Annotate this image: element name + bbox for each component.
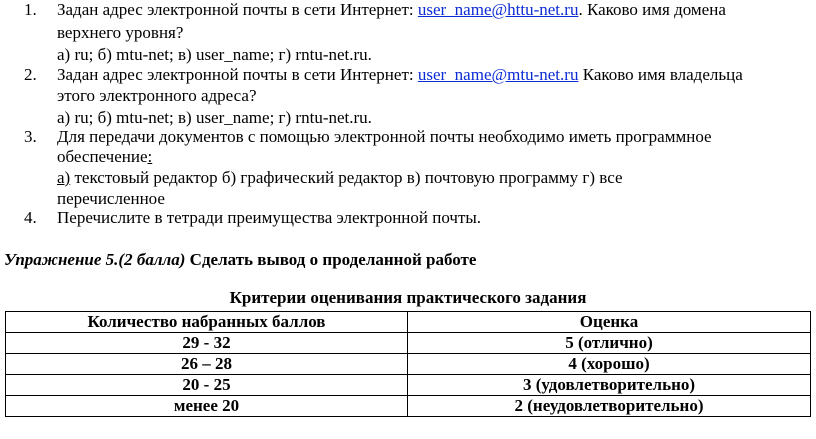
grade-cell: 3 (удовлетворительно) bbox=[408, 375, 811, 396]
grade-cell: 5 (отлично) bbox=[408, 333, 811, 354]
question-number: 3. bbox=[24, 127, 37, 146]
criteria-title: Критерии оценивания практического задания bbox=[229, 288, 587, 307]
grade-cell: 2 (неудовлетворительно) bbox=[408, 396, 811, 417]
question-number: 4. bbox=[24, 208, 37, 227]
answer-options: а) ru; б) mtu-net; в) user_name; г) rntu-net.ru. bbox=[57, 108, 372, 127]
answer-options: а) текстовый редактор б) графический редактор в) почтовую программу г) все bbox=[57, 168, 623, 187]
points-cell: менее 20 bbox=[6, 396, 408, 417]
question-text-cont: обеспечение: bbox=[57, 147, 153, 166]
answer-options: а) ru; б) mtu-net; в) user_name; г) rntu-net.ru. bbox=[57, 45, 372, 64]
question-number: 1. bbox=[24, 0, 37, 19]
table-row bbox=[6, 375, 811, 396]
question-text: Задан адрес электронной почты в сети Интернет: user_name@mtu-net.ru Каково имя владельца bbox=[57, 65, 743, 84]
question-text: Для передачи документов с помощью электронной почты необходимо иметь программное bbox=[57, 127, 712, 146]
question-text-cont: верхнего уровня? bbox=[57, 23, 184, 42]
table-row bbox=[6, 354, 811, 375]
answer-options-cont: перечисленное bbox=[57, 189, 165, 208]
criteria-table bbox=[5, 311, 811, 417]
email-link[interactable]: user_name@httu-net.ru bbox=[417, 0, 579, 19]
points-cell: 29 - 32 bbox=[6, 333, 408, 354]
points-cell: 26 – 28 bbox=[6, 354, 408, 375]
grade-cell: 4 (хорошо) bbox=[408, 354, 811, 375]
question-text: Перечислите в тетради преимущества электронной почты. bbox=[57, 208, 482, 227]
column-header-points: Количество набранных баллов bbox=[6, 312, 408, 333]
points-cell: 20 - 25 bbox=[6, 375, 408, 396]
question-text-cont: этого электронного адреса? bbox=[57, 86, 257, 105]
exercise-title: Упражнение 5.(2 балла) Сделать вывод о проделанной работе bbox=[4, 250, 477, 269]
question-text: Задан адрес электронной почты в сети Интернет: user_name@httu-net.ru. Каково имя домена bbox=[57, 0, 726, 19]
table-row bbox=[6, 333, 811, 354]
email-link[interactable]: user_name@mtu-net.ru bbox=[417, 65, 579, 84]
table-header-row bbox=[6, 312, 811, 333]
column-header-grade: Оценка bbox=[408, 312, 811, 333]
table-row bbox=[6, 396, 811, 417]
question-number: 2. bbox=[24, 65, 37, 84]
